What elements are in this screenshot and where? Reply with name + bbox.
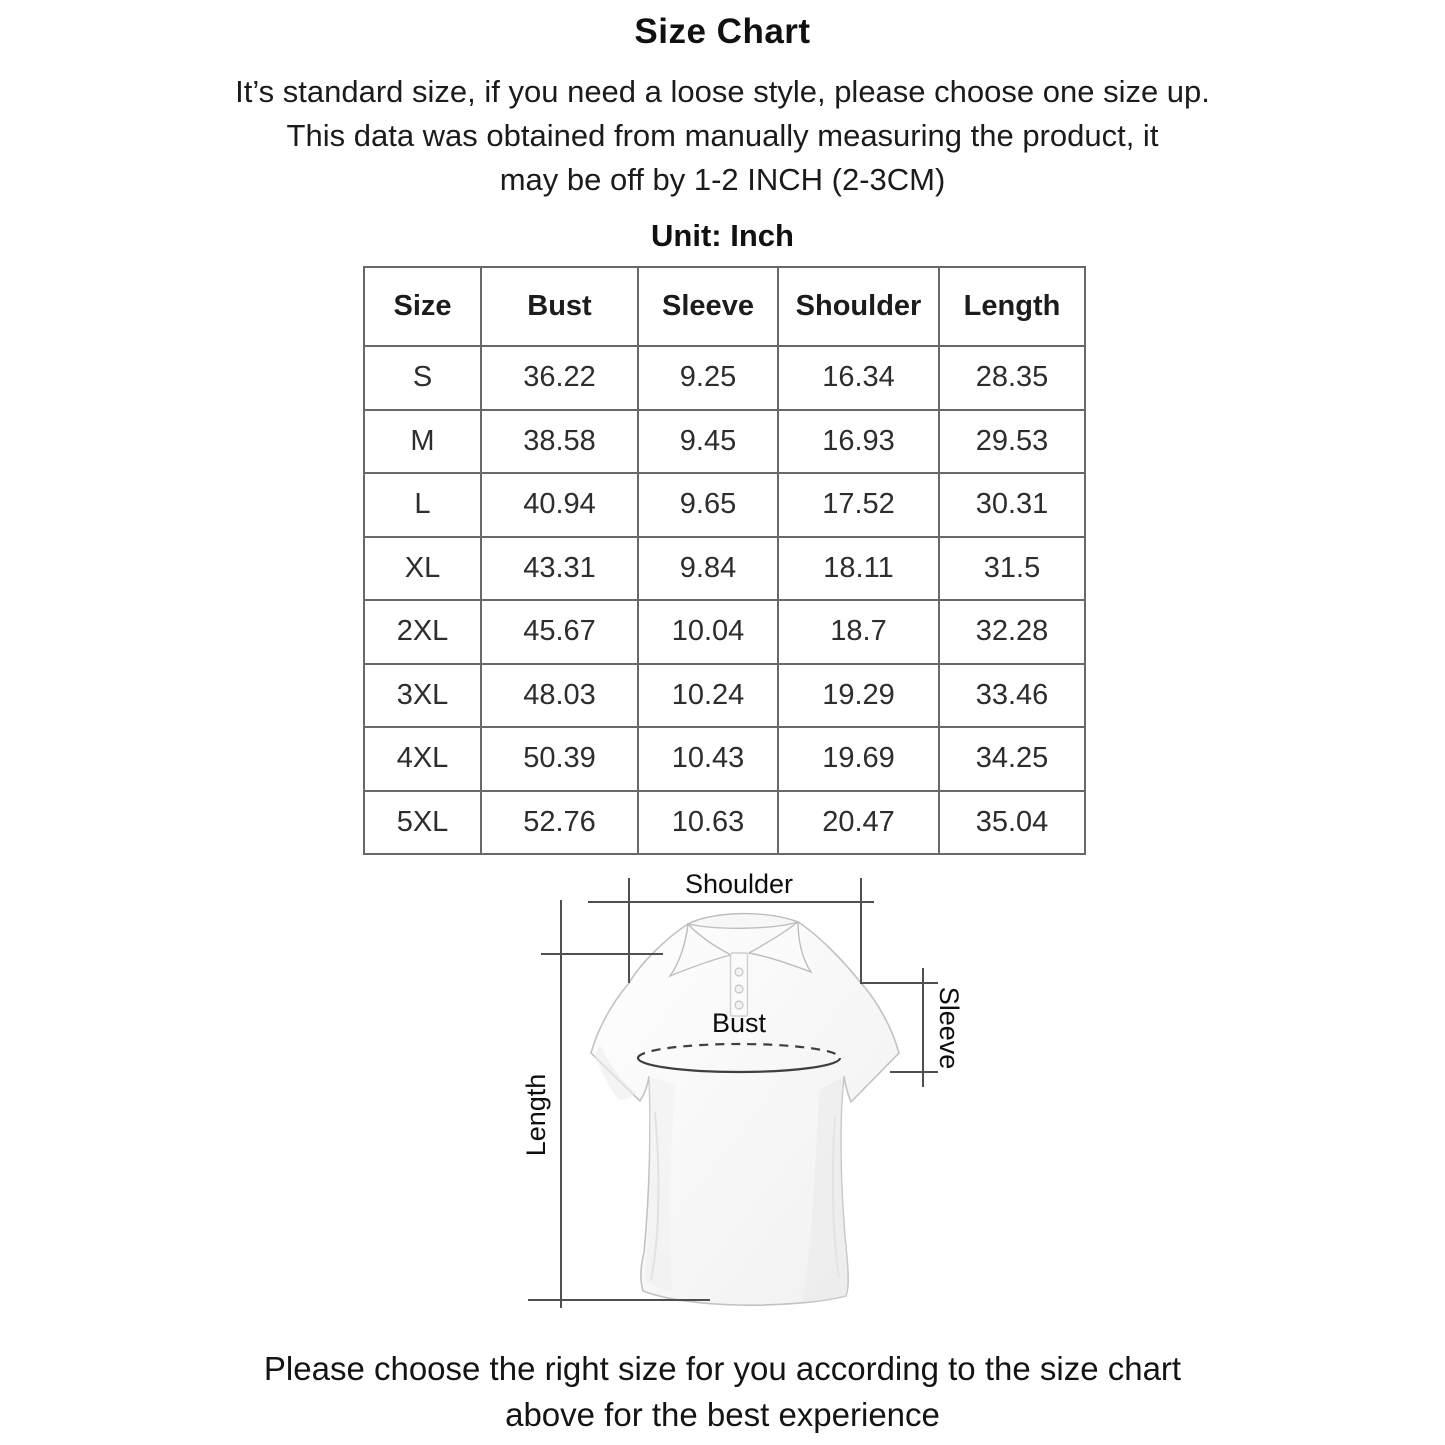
size-cell: 4XL — [364, 727, 481, 791]
length-label: Length — [521, 1073, 551, 1157]
button-placket — [731, 953, 748, 1016]
size-table — [363, 266, 1086, 855]
measurement-cell: 16.34 — [778, 346, 939, 410]
measurement-cell: 10.04 — [638, 600, 778, 664]
size-cell: XL — [364, 537, 481, 601]
page-title: Size Chart — [634, 12, 811, 51]
header — [0, 12, 1445, 254]
header-row — [364, 267, 1085, 346]
table-row — [364, 791, 1085, 855]
measurement-cell: 52.76 — [481, 791, 638, 855]
size-cell: 2XL — [364, 600, 481, 664]
polo-shirt-illustration — [591, 914, 899, 1306]
measurement-diagram — [440, 860, 1060, 1330]
subtitle-line: may be off by 1-2 INCH (2-3CM) — [499, 162, 946, 197]
column-header-sleeve: Sleeve — [638, 267, 778, 346]
measurement-cell: 35.04 — [939, 791, 1085, 855]
shoulder-label: Shoulder — [684, 869, 794, 899]
measurement-cell: 36.22 — [481, 346, 638, 410]
subtitle-line: This data was obtained from manually measuring the product, it — [286, 118, 1159, 153]
measurement-cell: 29.53 — [939, 410, 1085, 474]
column-header-shoulder: Shoulder — [778, 267, 939, 346]
column-header-bust: Bust — [481, 267, 638, 346]
footer-line: above for the best experience — [505, 1396, 940, 1433]
size-table-header — [364, 267, 1085, 346]
measurement-cell: 43.31 — [481, 537, 638, 601]
footer-note — [0, 1346, 1445, 1438]
measurement-cell: 38.58 — [481, 410, 638, 474]
measurement-cell: 31.5 — [939, 537, 1085, 601]
measurement-cell: 30.31 — [939, 473, 1085, 537]
subtitle — [0, 70, 1445, 202]
measurement-cell: 20.47 — [778, 791, 939, 855]
table-row — [364, 727, 1085, 791]
footer-line: Please choose the right size for you according to the size chart — [263, 1350, 1182, 1387]
measurement-cell: 16.93 — [778, 410, 939, 474]
size-cell: 3XL — [364, 664, 481, 728]
unit-label: Unit: Inch — [651, 218, 794, 253]
size-cell: 5XL — [364, 791, 481, 855]
measurement-cell: 40.94 — [481, 473, 638, 537]
measurement-cell: 10.24 — [638, 664, 778, 728]
column-header-length: Length — [939, 267, 1085, 346]
measurement-cell: 9.84 — [638, 537, 778, 601]
measurement-cell: 17.52 — [778, 473, 939, 537]
size-cell: M — [364, 410, 481, 474]
measurement-cell: 33.46 — [939, 664, 1085, 728]
measurement-cell: 9.45 — [638, 410, 778, 474]
table-row — [364, 600, 1085, 664]
bust-label: Bust — [711, 1008, 767, 1038]
measurement-cell: 9.65 — [638, 473, 778, 537]
measurement-cell: 18.11 — [778, 537, 939, 601]
table-row — [364, 410, 1085, 474]
measurement-cell: 19.29 — [778, 664, 939, 728]
measurement-cell: 28.35 — [939, 346, 1085, 410]
measurement-cell: 9.25 — [638, 346, 778, 410]
size-cell: S — [364, 346, 481, 410]
size-table-body — [364, 346, 1085, 854]
measurement-cell: 45.67 — [481, 600, 638, 664]
measurement-cell: 18.7 — [778, 600, 939, 664]
table-row — [364, 346, 1085, 410]
measurement-cell: 34.25 — [939, 727, 1085, 791]
measurement-cell: 50.39 — [481, 727, 638, 791]
measurement-cell: 32.28 — [939, 600, 1085, 664]
column-header-size: Size — [364, 267, 481, 346]
button — [735, 968, 743, 976]
button — [735, 985, 743, 993]
measurement-cell: 10.43 — [638, 727, 778, 791]
sleeve-label: Sleeve — [934, 986, 964, 1070]
table-row — [364, 664, 1085, 728]
measurement-cell: 48.03 — [481, 664, 638, 728]
table-row — [364, 473, 1085, 537]
measurement-cell: 19.69 — [778, 727, 939, 791]
measurement-cell: 10.63 — [638, 791, 778, 855]
table-row — [364, 537, 1085, 601]
subtitle-line: It’s standard size, if you need a loose style, please choose one size up. — [235, 74, 1210, 109]
size-cell: L — [364, 473, 481, 537]
